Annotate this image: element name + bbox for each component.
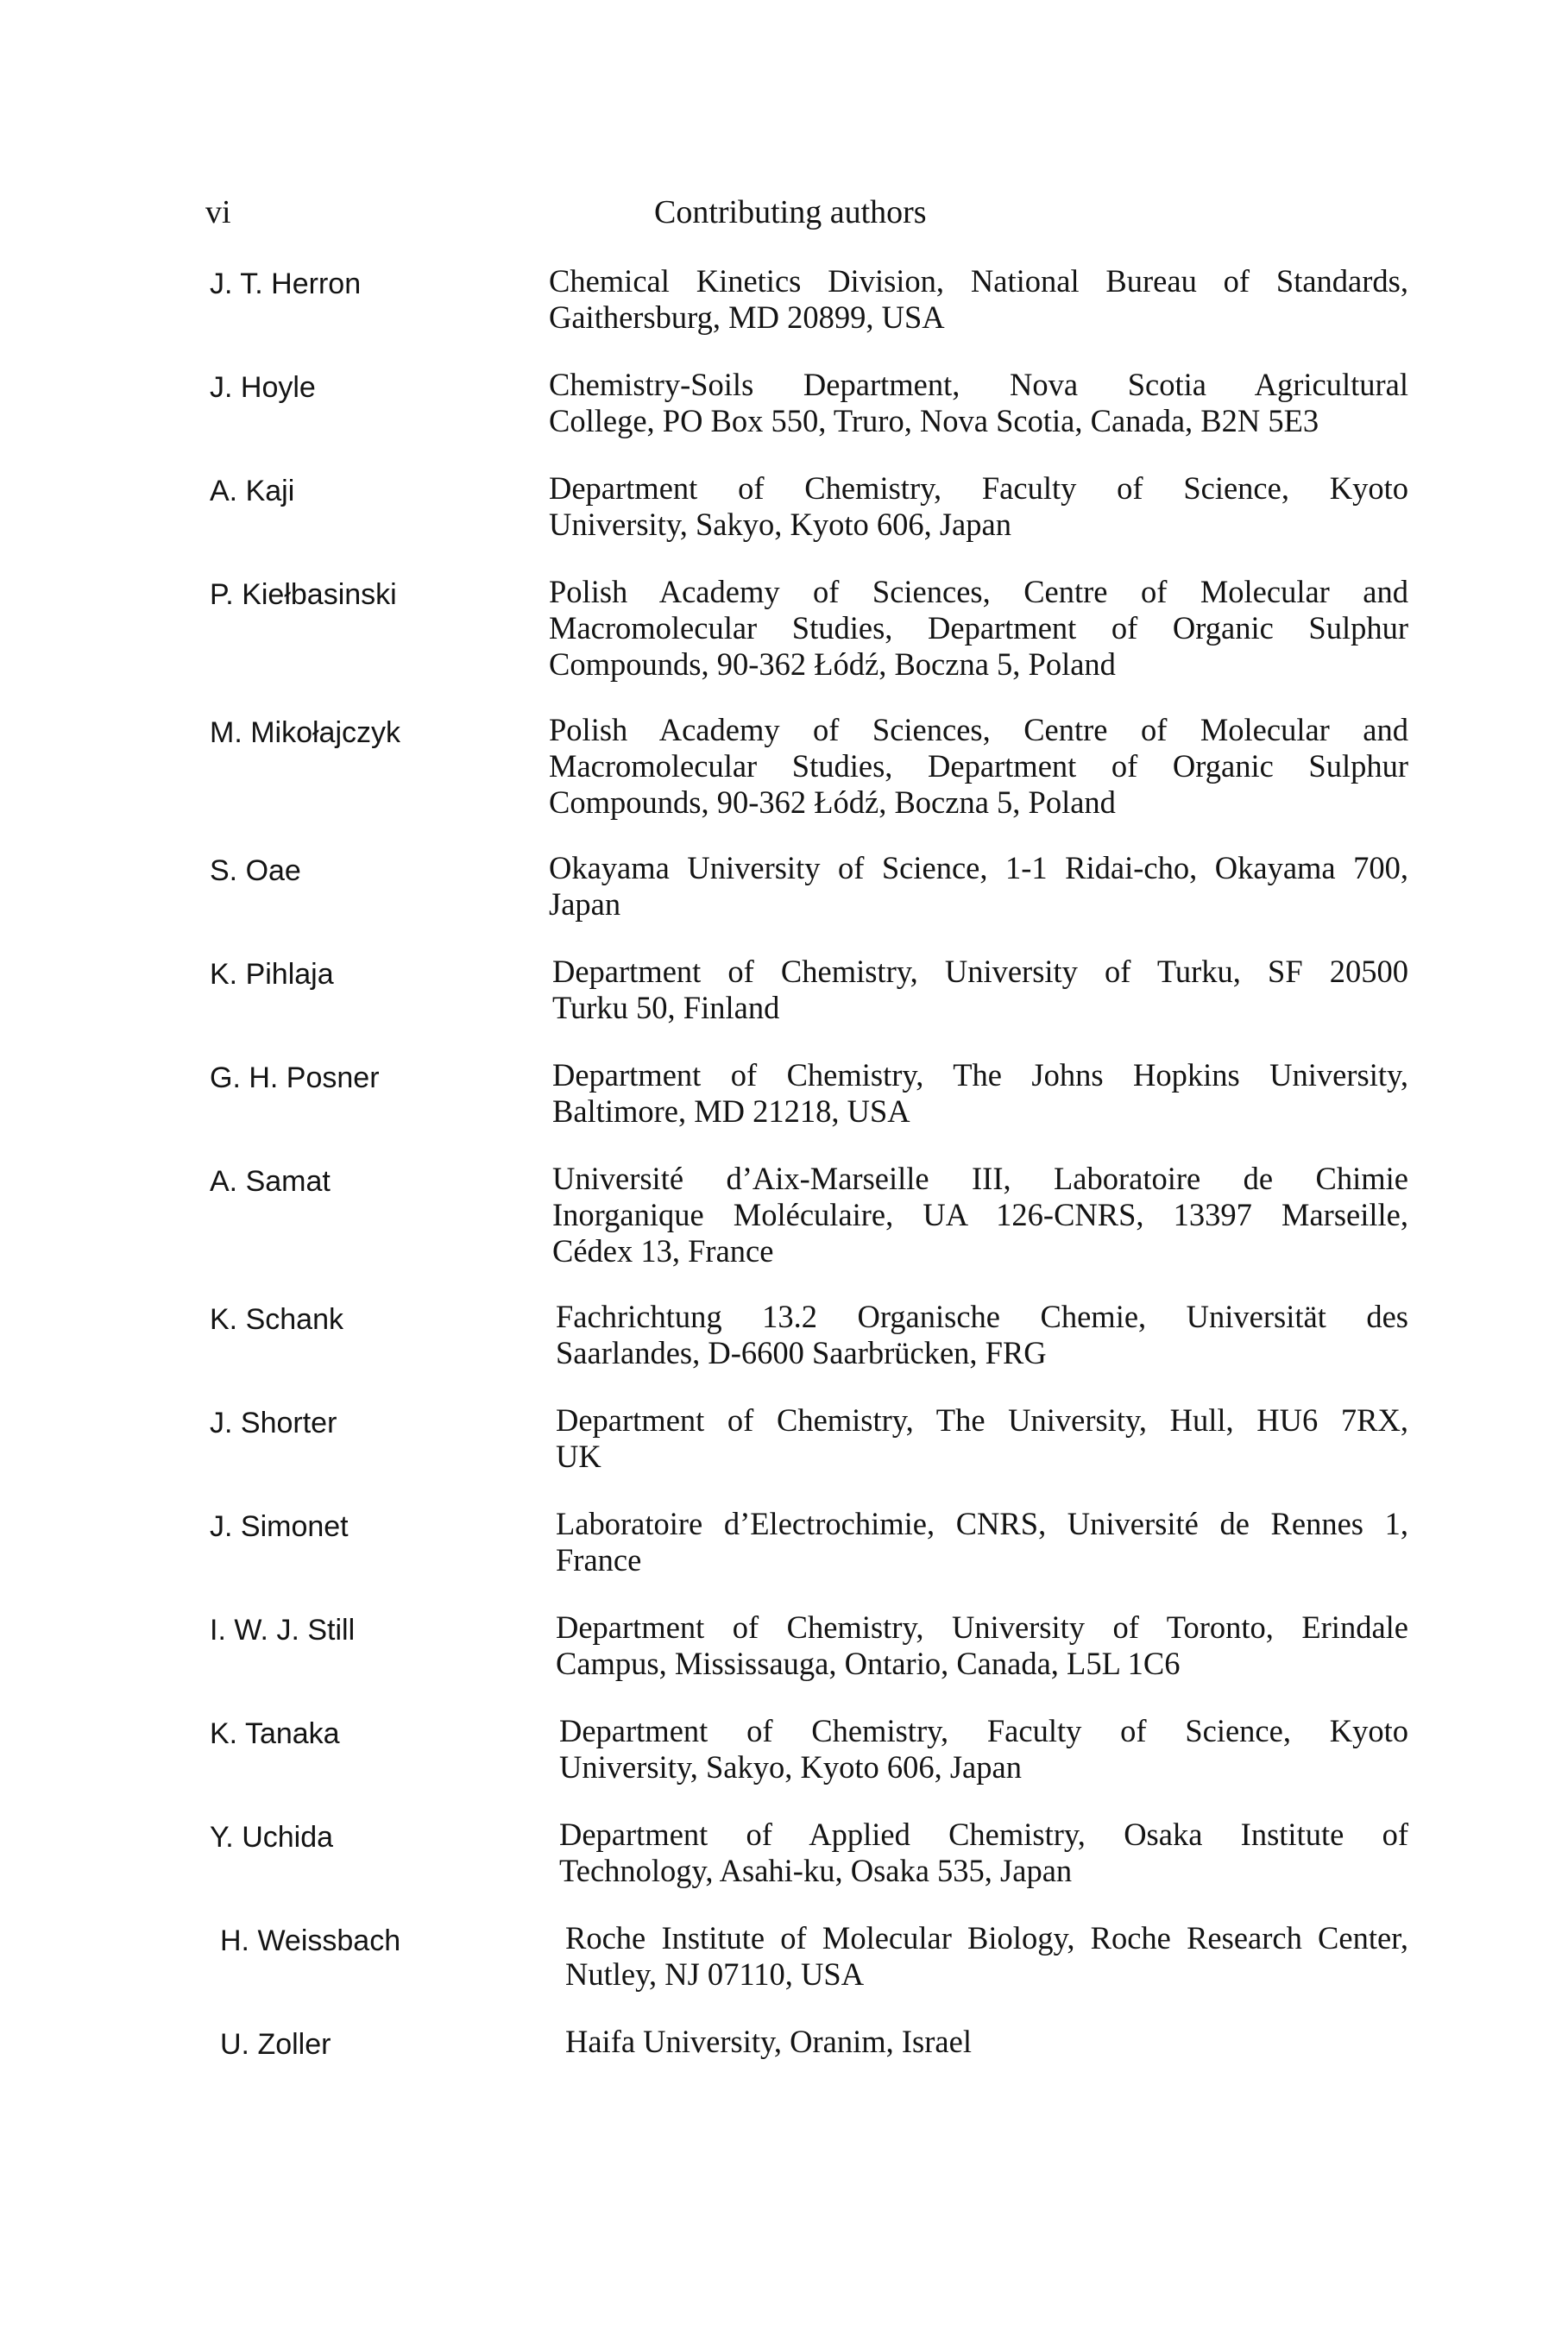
affiliation-line: Chemistry-Soils Department, Nova Scotia Agricultural — [549, 367, 1408, 402]
affiliation-line: Japan — [549, 886, 621, 922]
affiliation-line: Université d’Aix-Marseille III, Laboratoire de Chimie — [552, 1161, 1408, 1196]
author-name: J. Shorter — [210, 1407, 337, 1439]
affiliation-line: Department of Applied Chemistry, Osaka Institute of — [559, 1817, 1408, 1852]
affiliation-line: Department of Chemistry, University of Turku, SF 20500 — [552, 954, 1408, 989]
author-affiliation — [556, 1609, 1408, 1682]
author-affiliation — [549, 712, 1408, 821]
author-name: J. Hoyle — [210, 371, 316, 404]
affiliation-line: Technology, Asahi-ku, Osaka 535, Japan — [559, 1853, 1073, 1888]
affiliation-line: Campus, Mississauga, Ontario, Canada, L5L 1C6 — [556, 1646, 1181, 1681]
author-name: G. H. Posner — [210, 1061, 380, 1094]
author-name: S. Oae — [210, 854, 301, 887]
author-name: K. Schank — [210, 1303, 343, 1336]
author-affiliation — [549, 263, 1408, 336]
affiliation-line: France — [556, 1542, 642, 1578]
affiliation-line: Compounds, 90-362 Łódź, Boczna 5, Poland — [549, 784, 1116, 820]
author-affiliation — [549, 574, 1408, 683]
author-affiliation — [556, 1506, 1408, 1578]
affiliation-line: Department of Chemistry, The University, Hull, HU6 7RX, — [556, 1402, 1408, 1438]
affiliation-line: Saarlandes, D-6600 Saarbrücken, FRG — [556, 1335, 1047, 1370]
affiliation-line: Department of Chemistry, Faculty of Science, Kyoto — [559, 1713, 1408, 1748]
affiliation-line: University, Sakyo, Kyoto 606, Japan — [559, 1749, 1022, 1785]
affiliation-line: Polish Academy of Sciences, Centre of Molecular and — [549, 712, 1408, 747]
author-affiliation — [552, 954, 1408, 1026]
affiliation-line: Department of Chemistry, Faculty of Science, Kyoto — [549, 470, 1408, 506]
affiliation-line: Laboratoire d’Electrochimie, CNRS, Université de Rennes 1, — [556, 1506, 1408, 1541]
author-name: J. T. Herron — [210, 268, 362, 300]
affiliation-line: Okayama University of Science, 1-1 Ridai-cho, Okayama 700, — [549, 850, 1408, 885]
affiliation-line: Inorganique Moléculaire, UA 126-CNRS, 13397 Marseille, — [552, 1197, 1408, 1232]
author-affiliation — [549, 850, 1408, 923]
author-name: P. Kiełbasinski — [210, 578, 397, 611]
author-affiliation — [559, 1817, 1408, 1889]
running-title: Contributing authors — [654, 194, 927, 230]
author-affiliation — [556, 1299, 1408, 1371]
page-number: vi — [205, 194, 231, 230]
author-name: A. Kaji — [210, 475, 295, 507]
author-affiliation — [549, 367, 1408, 439]
affiliation-line: Gaithersburg, MD 20899, USA — [549, 299, 945, 335]
author-name: U. Zoller — [220, 2028, 331, 2061]
author-affiliation — [556, 1402, 1408, 1475]
author-name: I. W. J. Still — [210, 1614, 356, 1647]
affiliation-line: Chemical Kinetics Division, National Bureau of Standards, — [549, 263, 1408, 299]
affiliation-line: Macromolecular Studies, Department of Organic Sulphur — [549, 610, 1408, 646]
author-affiliation — [565, 2024, 1408, 2060]
author-affiliation — [552, 1161, 1408, 1269]
affiliation-line: UK — [556, 1439, 601, 1474]
affiliation-line: Baltimore, MD 21218, USA — [552, 1093, 910, 1129]
author-name: K. Pihlaja — [210, 958, 334, 991]
affiliation-line: Roche Institute of Molecular Biology, Roche Research Center, — [565, 1920, 1408, 1956]
affiliation-line: Turku 50, Finland — [552, 990, 780, 1025]
affiliation-line: Fachrichtung 13.2 Organische Chemie, Universität des — [556, 1299, 1408, 1334]
author-name: Y. Uchida — [210, 1821, 334, 1854]
affiliation-line: College, PO Box 550, Truro, Nova Scotia, Canada, B2N 5E3 — [549, 403, 1319, 438]
affiliation-line: Department of Chemistry, University of Toronto, Erindale — [556, 1609, 1408, 1645]
author-name: M. Mikołajczyk — [210, 716, 401, 749]
affiliation-line: University, Sakyo, Kyoto 606, Japan — [549, 507, 1011, 542]
affiliation-line: Compounds, 90-362 Łódź, Boczna 5, Poland — [549, 646, 1116, 682]
author-affiliation — [565, 1920, 1408, 1993]
author-name: K. Tanaka — [210, 1717, 340, 1750]
affiliation-line: Macromolecular Studies, Department of Organic Sulphur — [549, 748, 1408, 784]
affiliation-line: Polish Academy of Sciences, Centre of Molecular and — [549, 574, 1408, 609]
affiliation-line: Nutley, NJ 07110, USA — [565, 1956, 865, 1992]
author-affiliation — [552, 1057, 1408, 1130]
author-name: H. Weissbach — [220, 1924, 401, 1957]
author-affiliation — [549, 470, 1408, 543]
affiliation-line: Department of Chemistry, The Johns Hopkins University, — [552, 1057, 1408, 1093]
author-affiliation — [559, 1713, 1408, 1786]
affiliation-line: Haifa University, Oranim, Israel — [565, 2024, 972, 2059]
author-name: A. Samat — [210, 1165, 331, 1198]
author-name: J. Simonet — [210, 1510, 349, 1543]
affiliation-line: Cédex 13, France — [552, 1233, 774, 1269]
